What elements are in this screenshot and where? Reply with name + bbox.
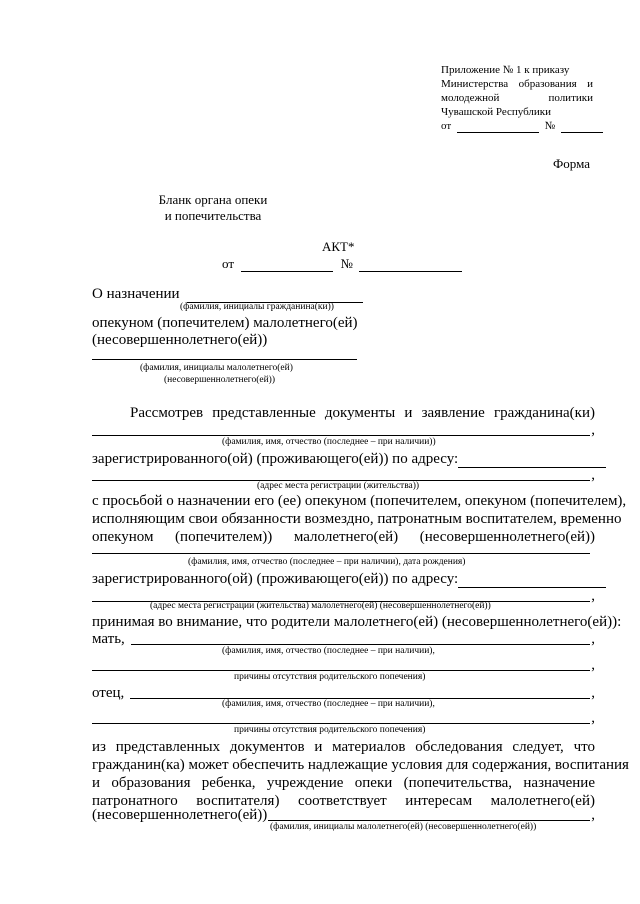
address-blank-2 xyxy=(92,588,590,602)
appendix-header xyxy=(441,63,593,133)
comma-6: , xyxy=(591,685,595,701)
caption-fio-birth: (фамилия, имя, отчество (последнее – при наличии), дата рождения) xyxy=(188,557,466,567)
caption-fio-father: (фамилия, имя, отчество (последнее – при наличии), xyxy=(222,699,435,709)
act-date-blank xyxy=(241,258,333,272)
caption-final: (фамилия, инициалы малолетнего(ей) (несовершеннолетнего(ей)) xyxy=(270,822,537,832)
minor-fio-birth-blank xyxy=(92,553,590,554)
act-date-row xyxy=(222,256,462,272)
comma-8: , xyxy=(591,807,595,823)
caption-address-minor: (адрес места регистрации (жительства) малолетнего(ей) (несовершеннолетнего(ей)) xyxy=(150,601,491,611)
appendix-line-3 xyxy=(441,91,593,105)
form-label: Форма xyxy=(553,156,590,171)
conclusion-line-1: из представленных документов и материалов обследования следует, что xyxy=(92,739,595,755)
caption-fio-mother: (фамилия, имя, отчество (последнее – при наличии), xyxy=(222,646,435,656)
mother-label: мать, xyxy=(92,631,125,647)
appendix-line-3a: молодежной xyxy=(441,92,500,104)
comma-4: , xyxy=(591,631,595,647)
appendix-date-prefix: от xyxy=(441,120,452,132)
caption-reasons-mother: причины отсутствия родительского попечения) xyxy=(234,672,426,682)
mother-reasons-blank xyxy=(92,657,590,671)
appendix-date-row xyxy=(441,119,593,133)
caption-minor-2: (несовершеннолетнего(ей)) xyxy=(164,375,275,385)
conclusion-minor-label: (несовершеннолетнего(ей)) xyxy=(92,807,268,823)
comma-2: , xyxy=(591,467,595,483)
appendix-date-blank xyxy=(457,121,539,133)
request-line-3: опекуном (попечителем)) малолетнего(ей) (несовершеннолетнего(ей)) xyxy=(92,529,595,545)
registered-label-2: зарегистрированного(ой) (проживающего(ей)) по адресу: xyxy=(92,571,459,587)
applicant-fio-blank xyxy=(92,422,590,436)
request-line-2: исполняющим свои обязанности возмездно, патронатным воспитателем, временно xyxy=(92,511,622,527)
appendix-number-sign: № xyxy=(544,120,556,132)
blank-label xyxy=(143,192,283,224)
comma-3: , xyxy=(591,588,595,604)
comma-5: , xyxy=(591,657,595,673)
father-reasons-blank xyxy=(92,710,590,724)
appointment-prefix-row xyxy=(92,285,363,303)
appendix-line-3b: политики xyxy=(548,92,593,104)
caption-address-1: (адрес места регистрации (жительства)) xyxy=(257,481,420,491)
minor-name-blank xyxy=(92,359,357,360)
conclusion-line-2: гражданин(ка) может обеспечить надлежащие условия для содержания, воспитания xyxy=(92,757,629,773)
caption-guardian: (фамилия, инициалы гражданина(ки)) xyxy=(180,302,334,312)
appendix-line-2: Министерства образования и xyxy=(441,78,593,90)
conclusion-line-4: патронатного воспитателя) соответствует интересам малолетнего(ей) xyxy=(92,793,595,809)
request-line-1: с просьбой о назначении его (ее) опекуном (попечителем, опекуном (попечителем), xyxy=(92,493,627,509)
act-number-blank xyxy=(359,258,462,272)
appointment-prefix: О назначении xyxy=(92,286,180,302)
father-fio-blank xyxy=(130,685,590,699)
blank-line-2: и попечительства xyxy=(164,208,262,223)
body-p1: Рассмотрев представленные документы и заявление гражданина(ки) xyxy=(130,405,595,421)
appointment-line-2: опекуном (попечителем) малолетнего(ей) xyxy=(92,315,358,331)
mother-fio-blank xyxy=(131,631,590,645)
registered-row-2 xyxy=(92,570,606,588)
appointment-guardian-blank xyxy=(187,289,363,303)
comma-7: , xyxy=(591,710,595,726)
address-blank-1 xyxy=(92,467,590,481)
act-title: АКТ* xyxy=(322,239,355,254)
blank-line-1: Бланк органа опеки xyxy=(158,192,268,207)
act-number-sign: № xyxy=(340,256,353,271)
final-minor-blank xyxy=(268,807,590,821)
parents-line: принимая во внимание, что родители малолетнего(ей) (несовершеннолетнего(ей)): xyxy=(92,614,622,630)
father-label: отец, xyxy=(92,685,125,701)
caption-fio-1: (фамилия, имя, отчество (последнее – при наличии)) xyxy=(222,437,436,447)
registered-address-blank-2 xyxy=(458,574,606,588)
registered-label-1: зарегистрированного(ой) (проживающего(ей)) по адресу: xyxy=(92,451,459,467)
conclusion-line-3: и образования ребенка, учреждение опеки (попечительства, назначение xyxy=(92,775,595,791)
appendix-line-1: Приложение № 1 к приказу xyxy=(441,64,570,76)
act-date-prefix: от xyxy=(222,256,235,271)
caption-reasons-father: причины отсутствия родительского попечения) xyxy=(234,725,426,735)
comma-1: , xyxy=(591,422,595,438)
appendix-number-blank xyxy=(561,121,603,133)
appendix-line-4: Чувашской Республики xyxy=(441,106,552,118)
caption-minor-1: (фамилия, инициалы малолетнего(ей) xyxy=(140,363,293,373)
appointment-line-3: (несовершеннолетнего(ей)) xyxy=(92,332,268,348)
